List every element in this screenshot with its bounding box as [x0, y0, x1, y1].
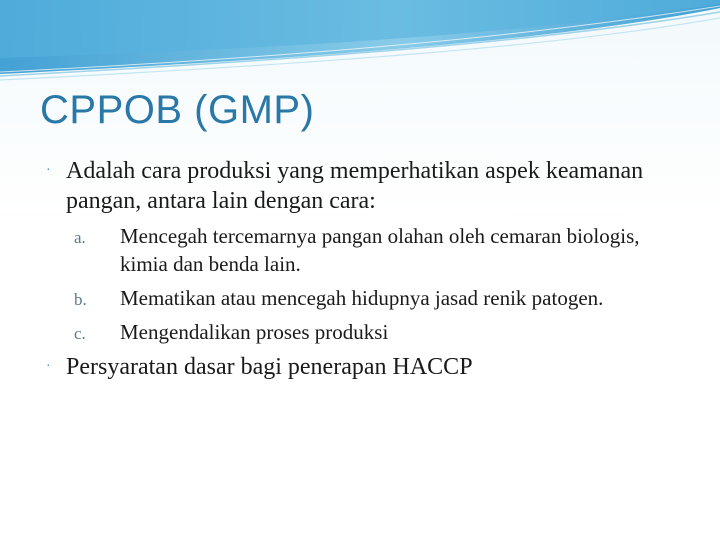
slide-title: CPPOB (GMP): [40, 88, 315, 132]
sub-list-letter: a.: [74, 228, 86, 247]
bullet-dot-icon: ·: [46, 163, 51, 178]
sub-list-letter: c.: [74, 324, 86, 343]
bullet-text: Persyaratan dasar bagi penerapan HACCP: [66, 354, 473, 380]
sub-list-item: [74, 222, 684, 278]
sub-list-text: Mematikan atau mencegah hidupnya jasad renik patogen.: [120, 286, 604, 310]
bullet-text: Adalah cara produksi yang memperhatikan aspek keamanan pangan, antara lain dengan cara:: [66, 158, 644, 214]
bullet-item: [44, 352, 684, 382]
sub-list-text: Mengendalikan proses produksi: [120, 320, 389, 344]
sub-list: [74, 222, 684, 346]
sub-list-text: Mencegah tercemarnya pangan olahan oleh cemaran biologis, kimia dan benda lain.: [120, 224, 640, 276]
sub-list-item: [74, 318, 684, 346]
decorative-wave-header: [0, 0, 720, 90]
slide-content: [44, 156, 684, 388]
sub-list-letter: b.: [74, 290, 87, 309]
bullet-dot-icon: ·: [46, 359, 51, 374]
sub-list-item: [74, 284, 684, 312]
bullet-item: [44, 156, 684, 216]
